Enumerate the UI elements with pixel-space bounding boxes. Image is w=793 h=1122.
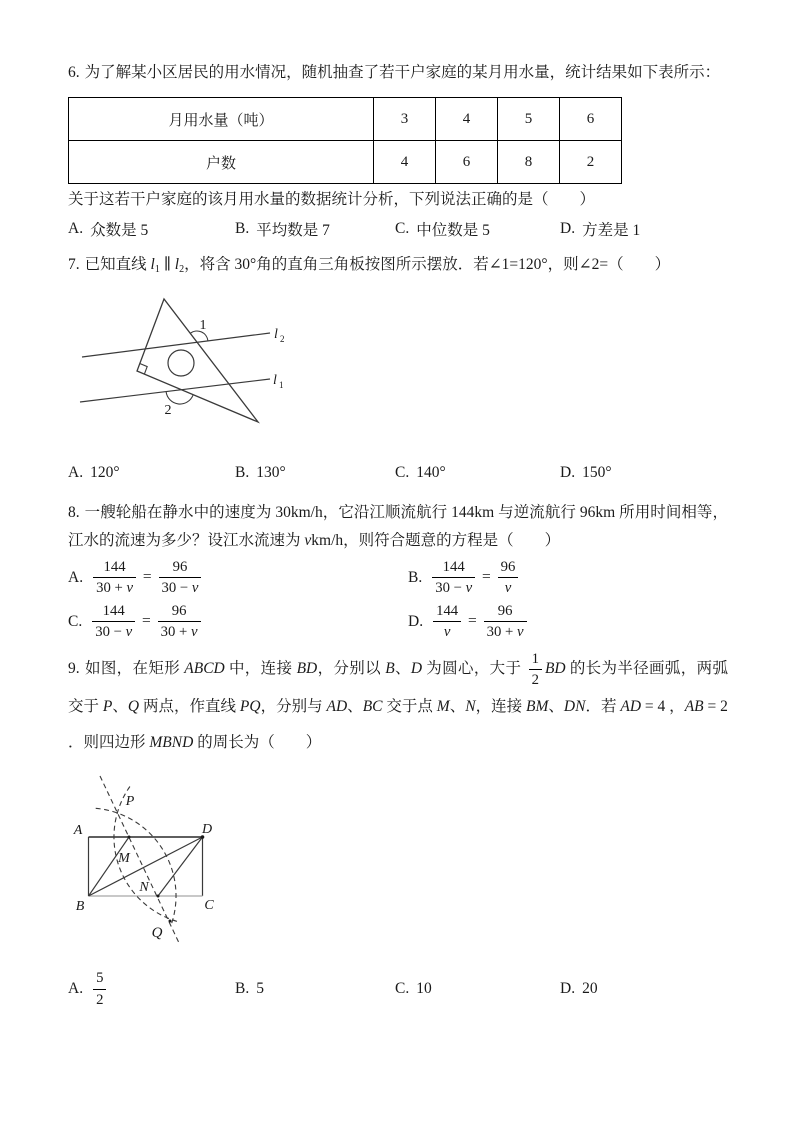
table-cell: 8 [498,141,560,184]
table-cell: 2 [560,141,622,184]
angle-1-label: 1 [199,318,207,334]
q8-stem [68,499,728,555]
option-label: A. [68,464,84,482]
q6-option-c [395,218,560,240]
option-label: B. [408,568,423,586]
label-M: M [118,851,130,867]
l1-label: l [273,373,277,389]
q7-stem [68,254,728,280]
q7-option-c [395,464,560,482]
q6-number: 6. [68,64,80,81]
label-C: C [204,898,214,914]
option-label: C. [395,220,410,237]
question-7 [68,254,728,482]
q7-number: 7. [68,256,80,273]
question-8 [68,499,728,642]
option-text: 120° [90,464,120,482]
option-text: 中位数是 5 [416,222,490,239]
table-row-header: 月用水量（吨） [69,98,374,141]
q6-stem [68,62,728,83]
option-label: B. [235,980,250,998]
water-usage-table [68,97,622,184]
point-Q-dot [169,920,172,923]
option-text: 平均数是 7 [256,222,330,239]
table-row [69,98,622,141]
l1-subscript: 1 [279,380,284,391]
q8-option-a [68,558,408,598]
table-cell: 5 [498,98,560,141]
l2-subscript: 2 [280,334,285,345]
option-equation: $\frac{144}{30 + v}$ = $\frac{96}{30 - v}$ [90,558,204,598]
label-D: D [201,822,213,838]
option-text: 10 [416,980,432,998]
table-cell: 6 [436,141,498,184]
q9-stem [68,650,728,762]
l2-label: l [274,327,278,343]
table-cell: 6 [560,98,622,141]
option-label: A. [68,980,84,998]
label-B: B [75,899,85,915]
q6-stem-text: 为了解某小区居民的用水情况，随机抽查了若干户家庭的某月用水量，统计结果如下表所示： [84,64,721,81]
line-l2 [82,333,270,357]
option-label: D. [560,980,576,998]
set-square-triangle [137,299,258,422]
option-equation: $\frac{144}{30 - v}$ = $\frac{96}{v}$ [429,558,521,598]
set-square-hole [168,350,194,376]
q9-option-b [235,980,395,998]
question-9 [68,650,728,1010]
table-cell: 3 [374,98,436,141]
q6-options [68,218,728,240]
option-text: $\frac{5}{2}$ [90,969,109,1009]
segment-DN [158,837,203,896]
q8-option-b [408,558,728,598]
angle-2-label: 2 [164,403,172,419]
q9-stem-text: 如图，在矩形 ABCD 中，连接 BD，分别以 B、D 为圆心，大于 $\frac{1}{2}$ BD 的长为半径画弧，两弧交于 P、Q 两点，作直线 PQ，分别与 AD、BC 交于点 M、N，连接 BM、DN．若 AD = 4 ，AB = 2 ．则四边形 MBND 的周长为（ ） [68,650,728,752]
q7-option-b [235,464,395,482]
q9-option-a [68,969,235,1009]
table-cell: 4 [436,98,498,141]
table-row-header: 户数 [69,141,374,184]
q8-stem-text: 一艘轮船在静水中的速度为 30km/h，它沿江顺流航行 144km 与逆流航行 96km 所用时间相等，江水的流速为多少？设江水流速为 vkm/h，则符合题意的方程是（ ） [68,504,728,550]
option-text: 140° [416,464,446,482]
q9-figure [60,763,260,953]
option-text: 20 [582,980,598,998]
q7-figure [70,284,300,434]
option-text: 方差是 1 [582,222,641,239]
option-label: A. [68,568,84,586]
q6-question: 关于这若干户家庭的该月用水量的数据统计分析，下列说法正确的是（ ） [68,191,596,208]
option-label: A. [68,220,84,237]
label-N: N [139,880,149,896]
q8-options-row-1 [68,558,728,598]
point-M-dot [128,836,131,839]
q6-option-d [560,218,728,240]
option-text: 150° [582,464,612,482]
q8-option-c [68,602,408,642]
q8-options-row-2 [68,602,728,642]
option-text: 130° [256,464,286,482]
line-l1 [80,379,270,402]
option-equation: $\frac{144}{30 - v}$ = $\frac{96}{30 + v}$ [89,602,203,642]
label-A: A [73,823,83,839]
table-cell: 4 [374,141,436,184]
option-label: C. [395,980,410,998]
q8-number: 8. [68,504,80,522]
q8-option-d [408,602,728,642]
option-label: D. [560,220,576,237]
option-label: B. [235,220,250,237]
option-label: C. [68,612,83,630]
segment-BM [89,837,130,896]
option-text: 5 [256,980,264,998]
q9-number: 9. [68,660,80,678]
q9-option-c [395,980,560,998]
q7-option-a [68,464,235,482]
point-N-dot [157,895,160,898]
q7-stem-text: 已知直线 $l_1$ ∥ $l_2$，将含 30°角的直角三角板按图所示摆放．若∠1=120°，则∠2=（ ） [84,256,671,276]
q9-options [68,969,728,1009]
q7-option-d [560,464,728,482]
label-Q: Q [151,925,163,942]
q6-option-a [68,218,235,240]
question-6 [68,62,728,240]
option-text: 众数是 5 [90,222,149,239]
q6-option-b [235,218,395,240]
option-label: B. [235,464,250,482]
q9-option-d [560,980,728,998]
option-equation: $\frac{144}{v}$ = $\frac{96}{30 + v}$ [430,602,530,642]
table-row [69,141,622,184]
option-label: D. [408,612,424,630]
q7-options [68,464,728,482]
option-label: C. [395,464,410,482]
label-P: P [125,794,135,810]
option-label: D. [560,464,576,482]
